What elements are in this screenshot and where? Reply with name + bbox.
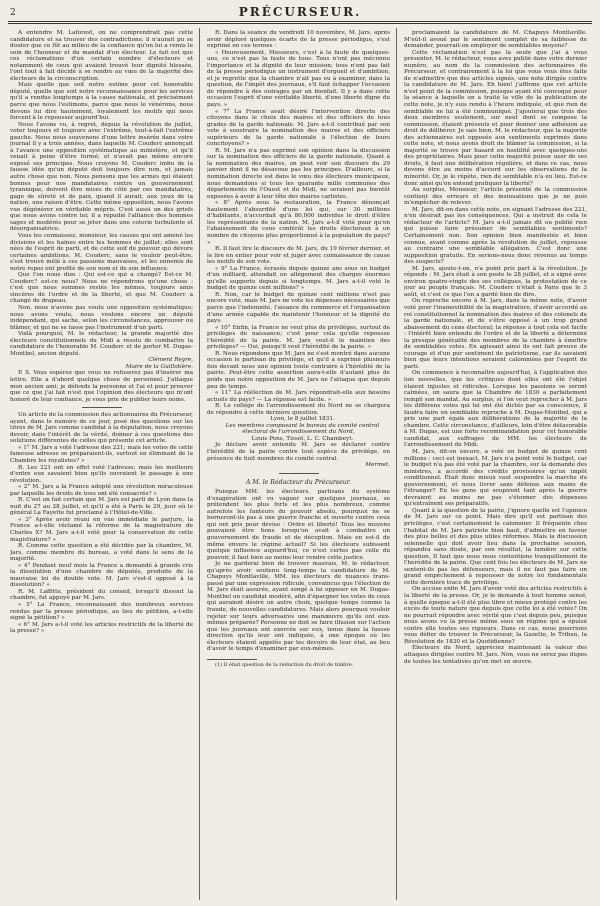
paragraph: M. Jars, dit-on encore, a voté un budget de quinze cent millions : ceci est inexact. M. Jars n'a point voté le budget, car le budget n'a pas été voté par la chambre, sur la demande des ministres, a accordé des crédits provisoires qu'un impôt conditionnel. Était donc mieux vaut suspendre la marche du gouvernement, et nous livrer sans défense aux mains de l'étranger? En les gens qui soupirent tant après la guerre devraient au moins ne pas s'étonner des dépenses qu'entraînent ses préparatifs. bbox=[404, 449, 587, 508]
signature-name: Mermet. bbox=[365, 462, 390, 469]
column-divider bbox=[199, 28, 200, 900]
paragraph: M. Jars, ajoute-t-on, n'a point pris part à la révolution. Je réponds : M. Jars était à son poste le 28 juillet, et a signé avec environ quatre-vingts des ses collègues, la protestation de ce jour au peuple français. M. Couderc n'était à Paris que le 3 août, et c'est ce que l'on a gardé bien de dire. bbox=[404, 265, 587, 298]
paragraph: R. Dans la séance du vendredi 10 novembre, M. Jars, après avoir déploré quelques écarts de la presse périodique, s'est exprimé en ces termes : bbox=[207, 30, 390, 50]
header-rule-double bbox=[8, 23, 592, 24]
paragraph: Cette réclamation n'est pas la seule que j'ai à vous présenter, M. le rédacteur, vous avez publié dans votre dernier numéro, au nom de la commission des actionnaires du Précurseur, et contrairement à la loi que vous vous êtes faite de n'admettre que des articles signés, une note dirigée contre la candidature de M. Jars. Eh bien! j'affirme que cet article n'est point de la commission, puisque ayant été convoqué pour la séance à laquelle on a traité la ville de la publication de cette note, je n'y suis rendu à l'heure indiquée, et que rien de semblable ne lui a été communiqué. J'ajouterai que trois des deux membres seulement, sur neuf dont se compose la commission, étaient présents et pour donner une adhésion au droit de délibérer. Je sais bien, M. le rédacteur, que la majorité des actionnaires est opposée aux sentiments exprimés dans cette note, et nous avons droit de blâmer la commission, si la majorité se trouve par hasard en hostilité avec quelques-uns des propriétaires. Mais pour cette majorité puisse user de ses droits, il faut une délibération régulière, et dans ce cas, nous devons être au moins d'accord sur les observations de la minorité. Or, je le répète, rien de semblable n'a eu lieu. Est-ce donc ainsi qu'on entend pratiquer la liberté? bbox=[404, 49, 587, 187]
paragraph: « 9° La France, écrasée depuis quinze ans sous un budget d'un milliard, attendait un allégement des charges énormes qu'elle supporte depuis si longtemps. M. Jars a-t-il voté le budget de quinze cent millions? » bbox=[207, 265, 390, 292]
answer-item: R. Les 221 ont en effet voté l'adresse; mais les meilleurs d'entre eux savaient bien qu'ils ouvraient le passage à une révolution. bbox=[10, 464, 193, 484]
question-item: « 1° M. Jars a voté l'adresse des 221; mais les votes de cette fameuse adresse se préparaient-ils, surtout en éliminant de la Chambre les royalistes? » bbox=[10, 444, 193, 464]
paragraph: R. Nous répondons que M. Jars ne s'est montré dans aucune occasion le partisan du privilége, et qu'il a exprimé plusieurs fois devant nous une opinion toute contraire à l'hérédité de la pairie. Peut-être cette assertion aura-t-elle d'autant plus de poids que notre opposition de M. Jars ne l'attaque que depuis peu de temps. bbox=[207, 350, 390, 390]
committee-members: Louis Pons, Tissot, L. C. Chambeyt. bbox=[251, 435, 354, 442]
committee-title: Les membres composant le bureau du comité central électoral de l'arrondissement du Nord, bbox=[225, 422, 380, 436]
paragraph: M. Jars, dit-on dans cette note, en signant l'adresse des 221, n'en désirait pas les conséquences. Qui a instruit de cela le rédacteur de l'article? M. Jars a-t-il jamais dit ou publié rien qui puisse faire présumer de semblables sentiments? Certainement non. Son opinion bien manifestée et bien connue, avant comme après la révolution de juillet, repousse au contraire une semblable allégation. C'est donc une supposition gratuite. En serions-nous donc revenus au temps des suspects? bbox=[404, 206, 587, 266]
footnote-rule bbox=[207, 659, 257, 660]
column-2 bbox=[207, 30, 390, 900]
paragraph: On commence à reconnaître aujourd'hui, à l'application des lois nouvelles, que les critiques dont elles ont été l'objet étaient injustes et ridicules. Lorsque les passions se seront calmées, on saura que la Chambre de 1830 a parfaitement rempli son mandat. Au surplus, si l'on veut reprocher à M. Jars les différens votes qui lui ont été dictés par sa conscience, il faudra faire un semblable reproche à M. Dugas-Montbel, qui a pris une part égale aux délibérations de la majorité de la chambre. Cette circonstance, d'ailleurs, loin d'être défavorable à M. Dugas, est une forte recommandation pour cet honorable candidat, aux suffrages de MM. les électeurs de l'arrondissement du Midi. bbox=[404, 370, 587, 449]
question-item: « 3° Après avoir réuni en vue immédiate le parjure, la France a-t-elle réclamé la réforme de la magistrature de Charles X? M. Jars a-t-il voté pour la conservation de cette magistrature? » bbox=[10, 516, 193, 543]
answer-item: R. M. Laffitte, président du conseil, lorsqu'il dissout la chambre, fut appuyé par M. Jars. bbox=[10, 588, 193, 602]
paragraph: Un article de la commission des actionnaires du Précurseur, ayant, dans le numéro de ce jour, posé des questions sur les titres de M. Jars comme candidat à la députation, nous croyons devoir, dans l'intérêt de la vérité, donner à ces questions des solutions différentes de celles qui présente cet article. bbox=[10, 412, 193, 445]
question-item: « 5° La France, reconnaissant des nombreux services rendus par la presse périodique, au lieu de pétition, a-t-elle signé la pétition? » bbox=[10, 602, 193, 622]
dateline: Lyon, le 8 juillet 1831. bbox=[270, 416, 335, 423]
page-number: 2 bbox=[10, 8, 16, 18]
paragraph: R. Le collége de l'arrondissement du Nord ne se chargera de répondre à cette dernière question. bbox=[207, 403, 390, 416]
question-item: « 4° Pendant neuf mois la France a demandé à grands cris la dissolution d'une chambre de députés, produite de la mauvaise loi du double vote. M. Jars s'est-il opposé à la dissolution? » bbox=[10, 562, 193, 589]
paragraph: Voilà pourquoi, M. le rédacteur, la grande majorité des électeurs constitutionnels du Midi a résolu de combattre la candidature de l'honorable M. Couderc et de porter M. Dugas-Montbel, ancien député. bbox=[10, 331, 193, 357]
paragraph: Vous les connaissez, monsieur, les causes qui ont amené les divisions et les haines entre les hommes de juillet; elles sont nées de l'esprit de parti, et de cette soif de pouvoir qui dévore certaines ambitions. M. Couderc, sans le vouloir peut-être, s'est trouvé mêlé à ces passions mauvaises, et les ennemis de notre repos ont profité de son nom et de son influence. bbox=[10, 232, 193, 272]
letter-heading: A M. le Rédacteur du Précurseur. bbox=[246, 478, 351, 486]
paragraph: « 7° La France avait désiré l'intervention directe des citoyens dans le choix des maires et des officiers de tous grades de la garde nationale. M. Jars a-t-il contribué par son vote à soustraire la nomination des maires et des officiers supérieurs de la garde nationale à l'élection de leurs concitoyens? » bbox=[207, 108, 390, 148]
paragraph: Non, nous n'avons pas voulu une opposition systématique; nous avons voulu, nous voulons encore un député indépendant, qui sache, selon les circonstances, approuver ou blâmer, et qui ne se fasse pas l'instrument d'un parti. bbox=[10, 304, 193, 331]
masthead: PRÉCURSEUR. bbox=[238, 5, 362, 19]
paragraph: R. Il faut lire le discours de M. Jars, du 19 février dernier, et le lire en entier pour voir et juger avec connaissance de cause les motifs de son vote. bbox=[207, 246, 390, 266]
paragraph: Au surplus, Monsieur, l'article présenté de la commission contient des erreurs et des insinuations que je ne puis m'empêcher de relever. bbox=[404, 187, 587, 207]
question-item: « 6° M. Jars a-t-il voté les articles restrictifs de la liberté de la presse? » bbox=[10, 621, 193, 635]
postscript: P. S. Vous espérez que vous ne refuserez pas d'insérer ma lettre. Elle a d'abord quelque chose de personnel. J'attaque mon ancien ami; je défends la personne et l'ai et pour prouver que ce que j'ai fait n'est que l'opinion des électeurs qui m'ont honoré de leur confiance, je vous prie de publier leurs noms. bbox=[10, 370, 193, 403]
section-separator bbox=[279, 473, 319, 474]
header-rule bbox=[8, 21, 592, 22]
paragraph: « 8° Après sous la restauration, la France dénonçait hautement l'absurdité d'une loi qui, sur 30 millions d'habitants, n'accordait qu'à 80,000 individus le droit d'élire les représentants de la nation. M. Jars a-t-il voté pour qu'on l'abaissement du cens conférât les droits électoraux à un nombre de citoyens plus proportionné à la population du pays? » bbox=[207, 200, 390, 246]
paragraph: On reproche encore à M. Jars, dans la même note, d'avoir voté pour l'inamovibilité de la magistrature, d'avoir accordé au roi constitutionnel la nomination des maires et des colonels de la garde nationale, et de s'être opposé à un trop grand abaissement du cens électoral; la réponse à tout cela est facile : l'intérêt bien entendu de l'ordre et de la liberté a déterminé la presque généralité des membres de la chambre à émettre de semblables votes. En agissant ainsi ils ont fait preuve de courage et d'un pur sentiment de patriotisme, car ils savaient bien que leurs intentions seraient calomniées par l'esprit de parti. bbox=[404, 298, 587, 370]
paragraph: Nous l'avons vu, à regret, depuis la révolution de juillet, voter toujours et toujours avec l'extrême, tout-à-fait l'extrême gauche. Nous nous souvenons d'une lettre insérée dans votre journal il y a trois années, dans laquelle M. Couderc annonçait à l'avance une opposition systématique au ministère, et qu'il venait à peine d'être formé; et n'avait pas même encore exposé ses principes. Nous croyons M. Couderc imbu de la fausse idée qu'un député doit toujours dire non, et jamais autre chose que non. Nous pensons que les armes qui étaient bonnes pour nos mandataires contre un gouvernement tyrannique, doivent être mises de côté par ces mandataires, gage de sûreté et de paix, quand il aurait, aux yeux de la nation, une raison d'être. Cette même opposition, nous l'avons vue dégénérer en véritable mépris. C'est aussi un des griefs que nous avons contre lui; il a répudié l'alliance des hommes sages et modérés pour se jeter dans une coterie turbulente et désorganisatrice. bbox=[10, 121, 193, 233]
paragraph: On accuse enfin M. Jars d'avoir voté des articles restrictifs à la liberté de la presse. Or, je le demande à tout homme sensé, à quelle époque a-t-il été plus libre et mieux protégé contre les excès de toute nature que depuis que cette loi a été votée? On ne pourrait répondre avec vérité que c'est depuis peu, puisque nous avons vu la presse même sous un régime qui a épuisé contre elle toutes ses rigueurs. Dans ce cas, nous pourrions vous défier de trouver le Précurseur, la Gazette, le Tribun, la Révolution de 1830 et la Quotidienne? bbox=[404, 586, 587, 645]
paragraph: « Heureusement, Messieurs, c'est à la faute de quelques-uns, ce n'est pas la faute de tous. Tous n'ont pas méconnu l'importance et la dignité de leur mission; tous n'ont pas fait de la presse périodique un instrument d'orgueil et d'ambition, et je regrette que la chambre n'ait pas eu à examiner, dans la question, de l'impôt des journaux, s'il faut échapper l'occasion de répondre à des outrages par un bienfait. Il y a dans cette occasion l'esprit d'une véritable liberté, d'une liberté digne du pays. » bbox=[207, 49, 390, 109]
paragraph: Mais quelle que soit notre estime pour cet honorable député, quelle que soit notre reconnaissance pour les services qu'il a rendus longtemps à la cause nationale, et précisément parce que nous l'estimons, parce que nous le vénérons, nous devons lui dire hautement, loyalement les motifs qui nous forcent à le repousser aujourd'hui. bbox=[10, 82, 193, 122]
signature-title: Maire de la Guillotière. bbox=[125, 363, 193, 370]
paragraph: Que l'on nous dise : Qui est-ce qui a changé? Est-ce M. Couderc? est-ce nous? Nous ne répondrons qu'une chose : c'est que nous sommes restés les mêmes, toujours amis sincères de l'ordre et de la liberté, et que M. Couderc a changé de drapeau. bbox=[10, 272, 193, 305]
question-item: « 2° M. Jars a la France adopté une révolution miraculeuse par laquelle les droits de tous ont été consacrés? » bbox=[10, 484, 193, 497]
answer-item: R. Comme cette question a été décidée par la chambre, M. Jars, comme membre du bureau, a voté dans le sens de la majorité. bbox=[10, 543, 193, 563]
paragraph: « 11° La réélection de M. Jars répondrait-elle aux besoins actuels du pays? — La réponse est facile. » bbox=[207, 390, 390, 403]
paragraph: Quant à la question de la pairie, j'ignore quelle est l'opinion de M. Jars sur ce point. Mais dire qu'il est partisan des priviléges, c'est certainement le calomnier. Il fréquente chez l'habitat de M. Jars patriote bien haut, d'admettre en faveur des plus belles et des plus utiles réformes. Mais la discussion solennelle qui doit avoir lieu dans la prochaine session, répandra sans doute, par son résultat, la lumière sur cette question. Il faut que nous nous contentions tranquillement de l'hérédité de la pairie. Que cent fois les électeurs de M. Jars ne sentent-ils pas les défenseurs, mais il ne faut pas faire un grand empêchement à repousser de notre loi fondamentale cette dernière trace de privilége. bbox=[404, 507, 587, 586]
column-3 bbox=[404, 30, 587, 900]
paragraph: Je déclare avoir entendu M. Jars se déclarer contre l'hérédité de la pairie contre tout espèce de privilége, en présence de huit membres du comité central. bbox=[207, 442, 390, 462]
answer-item: R. C'est un fait certain que M. Jars est parti de Lyon dans la nuit du 27 au 28 juillet, et qu'il a été à Paris le 29, jour où le général La Fayette fut proclamé à l'Hôtel-de-Ville. bbox=[10, 497, 193, 517]
paragraph: R. M. Jars n'a pas exprimé son opinion dans la discussion sur la nomination des officiers de la garde nationale. Quant à la nomination des maires, on peut voir son discours du 29 janvier dont il ne désavoue pas les principes. D'ailleurs, si la nomination directe est dans le vœu des électeurs municipaux, nous demandons si tous les quarante mille communes des départements de l'Ouest et du Midi, ne seraient pas bientôt exposées à avoir à leur tête des maires carlistes. bbox=[207, 147, 390, 200]
paragraph: Puisque MM. les électeurs, partisans du système d'exagération ont vu vaguer sur quelques journaux, se prétendent les plus forts et les plus nombreux, comme autrefois les fanteurs du pouvoir absolu, pourquoi ne se borneront-ils pas à une guerre franche et ouverte contre ceux qui ont pris pour devise : Ordre et liberté! Tous les moyens pouvaient être bons lorsqu'on avait à combattre un gouvernement de fraude et de déception. Mais en est-il de même envers le régime actuel? Si les électeurs subissent quelque influence aujourd'hui, ce n'est certes pas celle du pouvoir, il faut bien au moins leur rendre cette justice. bbox=[207, 489, 390, 561]
footnote: (1) Il était question de la réduction du droit de timbre. bbox=[215, 661, 354, 668]
paragraph: Je ne garderai bien de trouver mauvais, M. le rédacteur, qu'après avoir soutenu long-temps la candidature de M. Chapuys Montlaville, MM. les électeurs de nuances trans-passé par une expression ridicule, convaincus que l'élection de M. Jars était assurée, ayant songé à lui opposer un M. Dugas-Montbel un candidat modéré, afin d'épargner les votes de ceux qui auraient désiré un autre choix, quelque temps comme la fraude, de nouvelles candidatures. Mais alors pourquoi vouloir rejeter sur leurs adversaires une manœuvre qu'ils ont eux-mêmes préparée? Personne ne doit se faire illusion sur l'action que les journaux ont exercée sur eux, tenus dans la fausse direction qu'ils leur ont indiquée, à une époque où les électeurs étaient appelés par les devoirs de leur état, au lieu d'avoir le temps d'examiner par eux-mêmes. bbox=[207, 561, 390, 653]
column-1 bbox=[10, 30, 193, 900]
section-separator bbox=[82, 407, 122, 408]
page-header bbox=[0, 0, 600, 26]
signature-name: Clément Reyre, bbox=[148, 357, 193, 364]
paragraph: proclamaient la candidature de M. Chapuys Montlaville. M'eût-il avoué par le sentiment complet de sa faiblesse de demander, pourrait-on employer de semblables moyens? bbox=[404, 30, 587, 50]
paragraph: A entendre M. Laforest, on ne comprendrait pas cette candidature et sa trouver des contradictions; il n'aurait pu se douter que ce fût au milieu de la confiance qu'on lui a remis le soin de l'honneur et du mandat d'un électeur. Le fait est que ces réclamations d'un certain nombre d'électeurs et notamment de ceux qui avaient trouvé leur dignité blessée, l'ont tout à fait décidé à se rendre au vœu de la majorité des électeurs de la circonscription. bbox=[10, 30, 193, 82]
paragraph: Électeurs du Nord, appréciez maintenant la valeur des attaques dirigées contre M. Jars. Non, vous ne serez pas dupes de toutes les tentatives qu'on met en œuvre. bbox=[404, 645, 587, 665]
paragraph: R. Non, car le budget de quinze cent millions n'est pas encore voté, mais M. Jars ne vote les dépenses nécessaires que parce que l'indemnité, l'aisance du commerce et l'organisation d'une armée capable de maintenir l'honneur et la dignité du pays. bbox=[207, 291, 390, 325]
paragraph: « 10° Enfin, la France ne veut plus de priviléges, surtout de priviléges de naissance; c'est pour cela qu'elle repousse l'hérédité de la pairie. M. Jars veut-il le maintien des priviléges? — Oui, puisqu'il veut l'hérédité de la pairie. » bbox=[207, 324, 390, 351]
column-divider bbox=[396, 28, 397, 900]
